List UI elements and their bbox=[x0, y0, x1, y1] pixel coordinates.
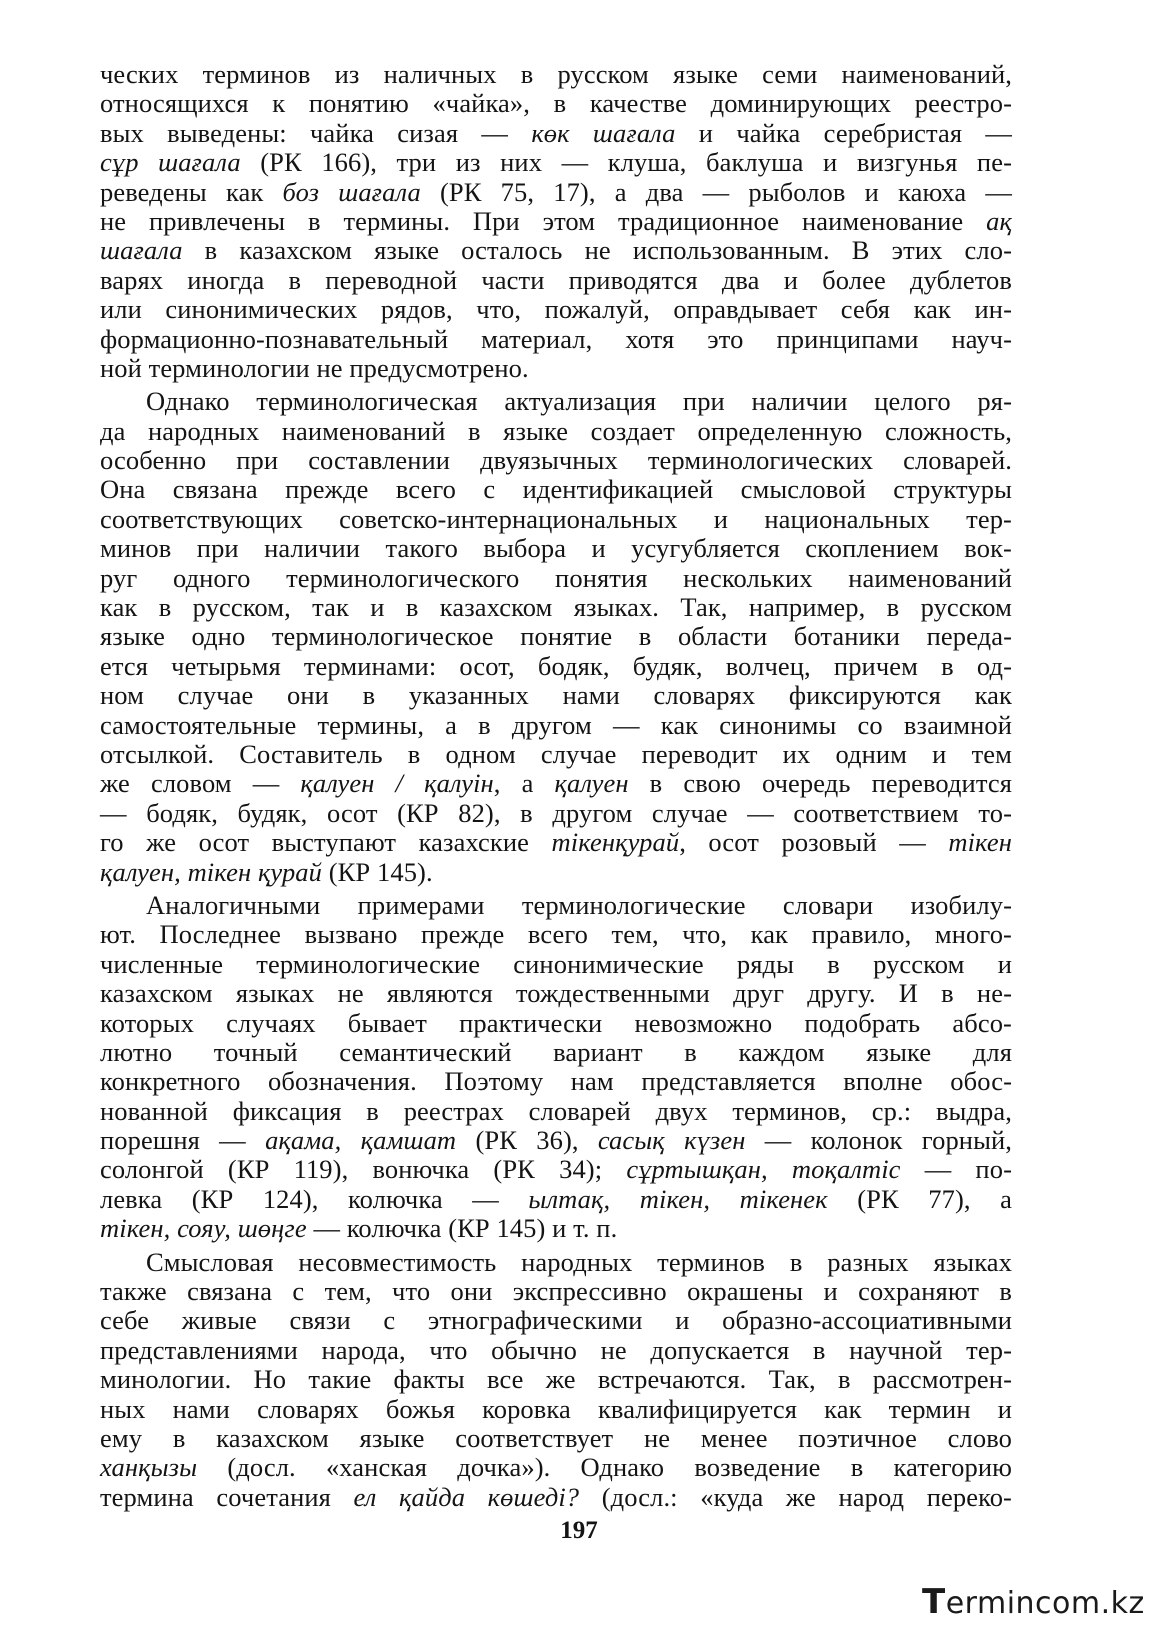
text-line: Она связана прежде всего с идентификацией смысловой структуры bbox=[100, 474, 1012, 505]
text-line: лютно точный семантический вариант в каждом языке для bbox=[100, 1036, 1012, 1067]
text-line: соответствующих советско-интернациональных и национальных тер- bbox=[100, 503, 1012, 534]
text-line: термина сочетания ел қайда көшеді? (досл.: «куда же народ переко- bbox=[100, 1481, 1012, 1512]
text-line: Однако терминологическая актуализация при наличии целого ря- bbox=[146, 386, 1012, 417]
text-line: также связана с тем, что они экспрессивно окрашены и сохраняют в bbox=[100, 1276, 1012, 1307]
text-line: или синонимических рядов, что, пожалуй, оправдывает себя как ин- bbox=[100, 294, 1012, 325]
text-line: реведены как боз шағала (РК 75, 17), а два — рыболов и каюха — bbox=[100, 176, 1012, 207]
text-line: ном случае они в указанных нами словарях фиксируются как bbox=[100, 680, 1012, 711]
text-line: себе живые связи с этнографическими и образно-ассоциативными bbox=[100, 1305, 1012, 1336]
text-line: вых выведены: чайка сизая — көк шағала и чайка серебристая — bbox=[100, 117, 1013, 148]
text-line: солонгой (КР 119), вонючка (РК 34); сұртышқан, тоқалтіс — по- bbox=[100, 1154, 1012, 1185]
text-line: ему в казахском языке соответствует не менее поэтичное слово bbox=[100, 1422, 1012, 1453]
text-line: которых случаях бывает практически невозможно подобрать абсо- bbox=[100, 1007, 1012, 1038]
text-line: Аналогичными примерами терминологические словари изобилу- bbox=[146, 889, 1012, 920]
text-line: порешня — ақама, қамшат (РК 36), сасық күзен — колонок горный, bbox=[100, 1125, 1012, 1156]
text-line: Смысловая несовместимость народных терминов в разных языках bbox=[146, 1246, 1012, 1277]
text-line: конкретного обозначения. Поэтому нам представляется вполне обос- bbox=[100, 1066, 1012, 1097]
text-line: представлениями народа, что обычно не допускается в научной тер- bbox=[100, 1334, 1012, 1365]
text-line: численные терминологические синонимические ряды в русском и bbox=[100, 948, 1012, 979]
text-line: да народных наименований в языке создает определенную сложность, bbox=[100, 415, 1012, 446]
text-line: самостоятельные термины, а в другом — как синонимы со взаимной bbox=[100, 709, 1012, 740]
text-line: формационно-познавательный материал, хотя это принципами науч- bbox=[100, 323, 1012, 354]
text-line: ных нами словарях божья коровка квалифицируется как термин и bbox=[100, 1393, 1012, 1424]
text-line: языке одно терминологическое понятие в области ботаники переда- bbox=[100, 621, 1012, 652]
text-line: руг одного терминологического понятия нескольких наименований bbox=[100, 562, 1012, 593]
text-line: относящихся к понятию «чайка», в качестве доминирующих реестро- bbox=[100, 88, 1012, 119]
text-line: казахском языках не являются тождественными друг другу. И в не- bbox=[100, 978, 1012, 1009]
text-line: минологии. Но такие факты все же встречаются. Так, в рассмотрен- bbox=[100, 1364, 1012, 1395]
text-line: отсылкой. Составитель в одном случае переводит их одним и тем bbox=[100, 738, 1012, 769]
terminco-watermark-logo: Termincоm.kz bbox=[922, 1582, 1145, 1622]
text-line: особенно при составлении двуязычных терминологических словарей. bbox=[100, 445, 1012, 476]
text-line: го же осот выступают казахские тікенқурай, осот розовый — тікен bbox=[100, 827, 1012, 858]
text-line: как в русском, так и в казахском языках. Так, например, в русском bbox=[100, 592, 1012, 623]
page-number: 197 bbox=[560, 1517, 598, 1544]
text-line: сұр шағала (РК 166), три из них — клуша, баклуша и визгунья пе- bbox=[100, 147, 1012, 178]
text-line: не привлечены в термины. При этом традиционное наименование ақ bbox=[100, 205, 1012, 236]
text-line: шағала в казахском языке осталось не использованным. В этих сло- bbox=[100, 235, 1012, 266]
text-line: ют. Последнее вызвано прежде всего тем, что, как правило, много- bbox=[100, 919, 1012, 950]
text-line: ется четырьмя терминами: осот, бодяк, будяк, волчец, причем в од- bbox=[100, 650, 1012, 681]
text-line: — бодяк, будяк, осот (КР 82), в другом случае — соответствием то- bbox=[100, 797, 1012, 828]
text-line: ной терминологии не предусмотрено. bbox=[100, 352, 529, 383]
text-line: левка (КР 124), колючка — ылтақ, тікен, тікенек (РК 77), а bbox=[100, 1183, 1012, 1214]
text-line: ханқызы (досл. «ханская дочка»). Однако возведение в категорию bbox=[100, 1452, 1012, 1483]
body-text bbox=[100, 60, 1012, 1512]
text-line: варях иногда в переводной части приводятся два и более дублетов bbox=[100, 264, 1012, 295]
text-line: минов при наличии такого выбора и усугубляется скоплением вок- bbox=[100, 533, 1012, 564]
text-line: нованной фиксация в реестрах словарей двух терминов, ср.: выдра, bbox=[100, 1095, 1012, 1126]
text-line: қалуен, тікен қурай (КР 145). bbox=[100, 856, 433, 887]
text-line: ческих терминов из наличных в русском языке семи наименований, bbox=[100, 59, 1012, 89]
text-line: же словом — қалуен / қалуін, а қалуен в свою очередь переводится bbox=[100, 768, 1012, 799]
text-line: тікен, сояу, шөңге — колючка (КР 145) и т. п. bbox=[100, 1213, 618, 1244]
